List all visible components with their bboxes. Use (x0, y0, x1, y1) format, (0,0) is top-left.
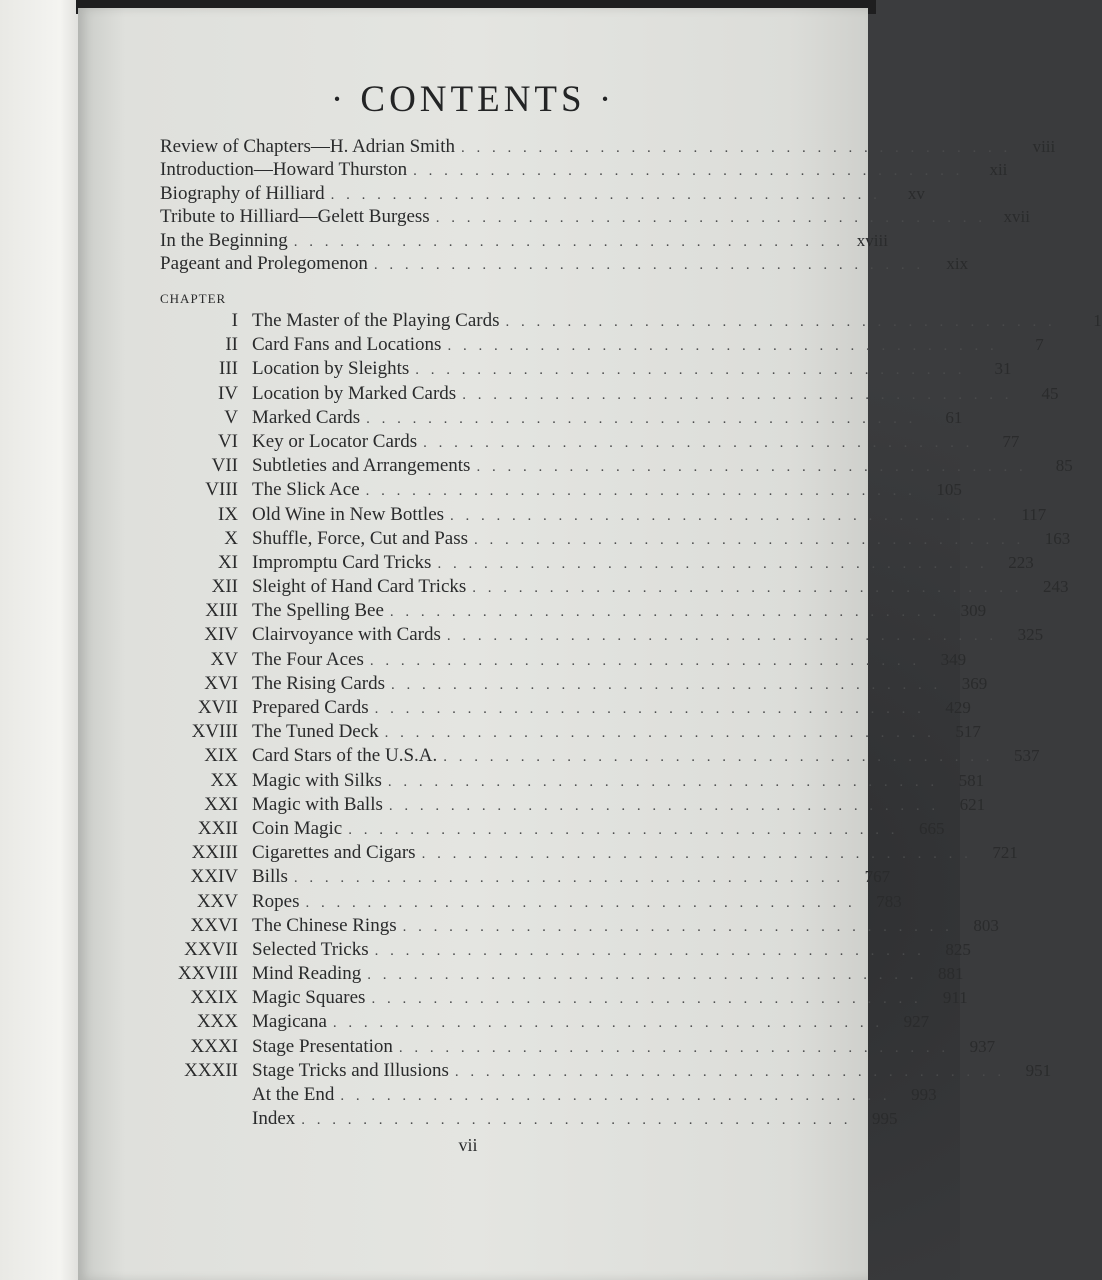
chapter-page-number: 951 (1025, 1060, 1052, 1080)
chapter-item (160, 430, 1020, 455)
chapter-title: Magic Squares (252, 987, 366, 1009)
dot-leader: . . . . . . . . . . . . . . . . . . . . . . . . . . . . . . . . . . . . (476, 459, 1027, 476)
dot-leader: . . . . . . . . . . . . . . . . . . . . . . . . . . . . . . . . . . . . (348, 821, 899, 838)
dot-leader: . . . . . . . . . . . . . . . . . . . . . . . . . . . . . . . . . . . . (389, 604, 941, 621)
chapter-numeral: XXIII (191, 842, 238, 864)
chapter-item (160, 914, 999, 939)
chapter-item (160, 1059, 1052, 1084)
chapter-item (160, 358, 1012, 382)
chapter-page-number: 85 (1055, 456, 1073, 476)
front-matter-item (160, 182, 925, 206)
chapter-title: Key or Locator Cards (252, 430, 418, 452)
dot-leader: . . . . . . . . . . . . . . . . . . . . . . . . . . . . . . . . . . . . (413, 163, 964, 180)
dot-leader: . . . . . . . . . . . . . . . . . . . . . . . . . . . . . . . . . . . . (450, 507, 1001, 524)
dot-leader: . . . . . . . . . . . . . . . . . . . . . . . . . . . . . . . . . . . . (402, 918, 953, 935)
dot-leader: . . . . . . . . . . . . . . . . . . . . . . . . . . . . . . . . . . . . (388, 797, 940, 814)
chapter-page-number: 537 (1013, 746, 1040, 766)
chapter-page-number: 117 (1021, 504, 1047, 524)
chapter-title: The Rising Cards (252, 672, 385, 694)
dot-leader: . . . . . . . . . . . . . . . . . . . . . . . . . . . . . . . . . . . . (330, 186, 881, 203)
chapter-item (160, 624, 1044, 648)
chapter-title: Card Fans and Locations (252, 334, 442, 356)
dot-leader: . . . . . . . . . . . . . . . . . . . . . . . . . . . . . . . . . . . . (367, 967, 918, 984)
chapter-page-number: 721 (992, 843, 1018, 863)
chapter-title: Card Stars of the U.S.A. (252, 745, 438, 767)
entry-title: Pageant and Prolegomenon (160, 252, 368, 274)
chapter-title: The Master of the Playing Cards (252, 310, 500, 331)
chapter-numeral: IX (217, 503, 238, 525)
page-title: · CONTENTS · (330, 79, 616, 120)
dot-leader: . . . . . . . . . . . . . . . . . . . . . . . . . . . . . . . . . . . . (365, 483, 916, 500)
page-number: vii (458, 1135, 478, 1155)
front-matter-item (160, 136, 1056, 159)
chapter-page-number: 1 (1093, 311, 1102, 330)
chapter-title: Ropes (252, 890, 300, 912)
dot-leader: . . . . . . . . . . . . . . . . . . . . . . . . . . . . . . . . . . . . (423, 434, 974, 451)
chapter-numeral: XXI (204, 793, 238, 815)
chapter-title: The Chinese Rings (252, 914, 397, 936)
chapter-numeral: VIII (205, 479, 238, 501)
chapter-title: Bills (252, 866, 288, 888)
chapter-page-number: 163 (1044, 528, 1071, 548)
chapter-title: Selected Tricks (252, 938, 369, 960)
chapter-numeral: VI (217, 430, 238, 452)
chapter-item (160, 551, 1034, 576)
front-matter-item (160, 206, 1030, 229)
chapter-item (160, 842, 1018, 866)
chapter-page-number: 223 (1008, 552, 1034, 572)
chapter-item (160, 672, 988, 697)
dot-leader: . . . . . . . . . . . . . . . . . . . . . . . . . . . . . . . . . . . . (384, 725, 935, 742)
chapter-item (160, 745, 1040, 769)
chapter-title: Stage Presentation (252, 1035, 393, 1057)
chapter-numeral: XIII (205, 600, 238, 622)
dot-leader: . . . . . . . . . . . . . . . . . . . . . . . . . . . . . . . . . . . . (371, 991, 922, 1008)
chapter-page-number: 937 (969, 1036, 996, 1056)
front-matter-item (160, 229, 888, 253)
chapter-item (160, 963, 964, 987)
dot-leader: . . . . . . . . . . . . . . . . . . . . . . . . . . . . . . . . . . . . (454, 1063, 1006, 1080)
chapter-page-number: 783 (876, 891, 902, 911)
chapter-page-number: 517 (955, 722, 981, 742)
dot-leader: . . . . . . . . . . . . . . . . . . . . . . . . . . . . . . . . . . . . (387, 773, 939, 790)
chapter-title: Location by Sleights (252, 358, 410, 380)
chapter-numeral: XII (211, 576, 238, 598)
dot-leader: . . . . . . . . . . . . . . . . . . . . . . . . . . . . . . . . . . . . (461, 140, 1012, 156)
book-page (78, 8, 1102, 1280)
chapter-numeral: III (219, 358, 238, 380)
chapter-title: The Tuned Deck (252, 721, 379, 743)
entry-page-number: xviii (856, 230, 888, 250)
dot-leader: . . . . . . . . . . . . . . . . . . . . . . . . . . . . . . . . . . . . (505, 314, 1056, 330)
dot-leader: . . . . . . . . . . . . . . . . . . . . . . . . . . . . . . . . . . . . (462, 386, 1013, 403)
entry-title: Introduction—Howard Thurston (160, 159, 408, 181)
chapter-page-number: 825 (945, 939, 971, 959)
dot-leader: . . . . . . . . . . . . . . . . . . . . . . . . . . . . . . . . . . . . (398, 1039, 950, 1056)
chapter-title: The Four Aces (252, 648, 364, 670)
chapter-numeral: XVI (204, 672, 238, 694)
chapter-item (160, 721, 981, 745)
dot-leader: . . . . . . . . . . . . . . . . . . . . . . . . . . . . . . . . . . . . (415, 362, 966, 379)
chapter-page-number: 7 (1035, 335, 1044, 355)
chapter-page-number: 911 (942, 988, 968, 1008)
chapter-item (160, 769, 985, 794)
chapter-page-number: 369 (961, 673, 988, 693)
entry-title: Biography of Hilliard (160, 182, 325, 204)
chapter-title: Cigarettes and Cigars (252, 842, 416, 864)
chapter-numeral: I (231, 310, 238, 331)
chapter-item (160, 1084, 937, 1108)
dot-leader: . . . . . . . . . . . . . . . . . . . . . . . . . . . . . . . . . . . . (472, 580, 1023, 597)
chapter-page-number: 105 (936, 480, 962, 500)
dot-leader: . . . . . . . . . . . . . . . . . . . . . . . . . . . . . . . . . . . . (374, 701, 925, 717)
chapter-item (160, 310, 1102, 334)
dot-leader: . . . . . . . . . . . . . . . . . . . . . . . . . . . . . . . . . . . . (391, 676, 942, 693)
dot-leader: . . . . . . . . . . . . . . . . . . . . . . . . . . . . . . . . . . . . (301, 1112, 852, 1129)
chapter-page-number: 665 (919, 818, 945, 838)
chapter-item (160, 987, 968, 1011)
dot-leader: . . . . . . . . . . . . . . . . . . . . . . . . . . . . . . . . . . . . (474, 531, 1025, 548)
chapter-numeral: X (224, 527, 238, 549)
chapter-item (160, 503, 1047, 528)
dot-leader: . . . . . . . . . . . . . . . . . . . . . . . . . . . . . . . . . . . . (332, 1015, 884, 1032)
chapter-title: The Slick Ace (252, 479, 360, 501)
chapter-title: Prepared Cards (252, 697, 369, 718)
chapter-title: Magicana (252, 1011, 327, 1033)
chapter-item (160, 576, 1069, 600)
chapter-item (160, 890, 902, 915)
chapter-item (160, 648, 967, 673)
dot-leader: . . . . . . . . . . . . . . . . . . . . . . . . . . . . . . . . . . . . (305, 894, 856, 911)
chapter-numeral: XXVII (184, 938, 238, 960)
chapter-title: Index (252, 1108, 296, 1130)
entry-page-number: xii (989, 160, 1008, 180)
chapter-title: At the End (252, 1084, 335, 1105)
entry-title: Review of Chapters—H. Adrian Smith (160, 136, 455, 157)
chapter-page-number: 429 (945, 698, 971, 717)
chapter-title: Old Wine in New Bottles (252, 503, 445, 525)
chapter-item (160, 817, 945, 842)
chapter-numeral: XVII (197, 697, 238, 718)
dot-leader: . . . . . . . . . . . . . . . . . . . . . . . . . . . . . . . . . . . . (340, 1088, 891, 1104)
dot-leader: . . . . . . . . . . . . . . . . . . . . . . . . . . . . . . . . . . . . (437, 555, 988, 572)
chapter-numeral: XXVIII (177, 963, 238, 985)
entry-page-number: xvii (1003, 207, 1030, 227)
chapter-title: Subtleties and Arrangements (252, 455, 471, 477)
chapter-title: Sleight of Hand Card Tricks (252, 576, 467, 598)
chapter-title: Marked Cards (252, 406, 361, 428)
dot-leader: . . . . . . . . . . . . . . . . . . . . . . . . . . . . . . . . . . . . (366, 410, 917, 427)
chapter-title: Coin Magic (252, 817, 343, 839)
chapter-page-number: 927 (903, 1012, 930, 1032)
chapter-page-number: 767 (864, 867, 891, 887)
chapter-item (160, 866, 891, 890)
chapter-page-number: 325 (1017, 625, 1044, 645)
chapter-item (160, 479, 962, 503)
chapter-page-number: 621 (959, 794, 986, 814)
chapter-title: Mind Reading (252, 963, 362, 985)
dot-leader: . . . . . . . . . . . . . . . . . . . . . . . . . . . . . . . . . . . . (293, 870, 845, 887)
chapter-numeral: XXII (197, 817, 238, 839)
chapter-numeral: XIV (204, 624, 238, 646)
chapter-page-number: 243 (1043, 577, 1069, 597)
chapter-title: Magic with Silks (252, 769, 382, 791)
chapter-numeral: V (224, 406, 238, 428)
chapter-numeral: XXV (196, 890, 238, 912)
dot-leader: . . . . . . . . . . . . . . . . . . . . . . . . . . . . . . . . . . . . (443, 749, 994, 766)
chapter-item (160, 697, 971, 721)
chapter-list (160, 310, 1102, 1132)
chapter-page-number: 309 (960, 601, 987, 621)
chapter-numeral: XI (217, 551, 238, 573)
chapter-numeral: XIX (204, 745, 238, 767)
chapter-item (160, 334, 1044, 358)
entry-page-number: xv (907, 183, 925, 203)
chapter-title: Stage Tricks and Illusions (252, 1059, 449, 1081)
chapter-item (160, 793, 986, 818)
facing-page-edge (0, 0, 86, 1280)
chapter-page-number: 881 (938, 964, 964, 984)
entry-page-number: viii (1032, 137, 1056, 156)
chapter-numeral: VII (211, 455, 238, 477)
chapter-page-number: 349 (940, 649, 967, 669)
dot-leader: . . . . . . . . . . . . . . . . . . . . . . . . . . . . . . . . . . . . (374, 942, 925, 959)
chapter-title: The Spelling Bee (252, 600, 384, 622)
chapter-item (160, 1011, 930, 1035)
chapter-title: Location by Marked Cards (252, 382, 457, 404)
dot-leader: . . . . . . . . . . . . . . . . . . . . . . . . . . . . . . . . . . . . (446, 628, 998, 645)
chapter-page-number: 31 (994, 359, 1012, 379)
chapter-page-number: 993 (911, 1085, 937, 1104)
dot-leader: . . . . . . . . . . . . . . . . . . . . . . . . . . . . . . . . . . . . (421, 846, 972, 863)
chapter-page-number: 803 (973, 915, 999, 935)
chapter-numeral: II (225, 334, 238, 356)
chapter-numeral: XX (210, 769, 238, 791)
chapter-page-number: 995 (872, 1109, 898, 1129)
chapter-page-number: 581 (958, 770, 985, 790)
entry-page-number: xix (946, 253, 969, 273)
chapter-numeral: IV (217, 382, 238, 404)
chapter-item (160, 1035, 996, 1060)
chapter-numeral: XV (210, 648, 238, 670)
chapter-numeral: XXVI (190, 914, 238, 936)
chapter-title: Clairvoyance with Cards (252, 624, 441, 646)
front-matter-item (160, 159, 1008, 182)
chapter-item (160, 527, 1071, 552)
chapter-numeral: XXXI (190, 1035, 238, 1057)
front-matter-item (160, 252, 969, 276)
dot-leader: . . . . . . . . . . . . . . . . . . . . . . . . . . . . . . . . . . . . (369, 652, 921, 669)
entry-title: In the Beginning (160, 229, 288, 251)
chapter-title: Magic with Balls (252, 793, 383, 815)
chapter-heading: CHAPTER (160, 291, 227, 306)
chapter-page-number: 45 (1041, 383, 1059, 403)
chapter-title: Shuffle, Force, Cut and Pass (252, 527, 469, 549)
dot-leader: . . . . . . . . . . . . . . . . . . . . . . . . . . . . . . . . . . . . (373, 256, 925, 273)
chapter-page-number: 77 (1002, 431, 1020, 451)
chapter-item (160, 1108, 898, 1132)
front-matter-list (160, 136, 1056, 276)
chapter-item (160, 406, 963, 431)
chapter-title: Impromptu Card Tricks (252, 551, 432, 573)
chapter-numeral: XXIV (190, 866, 238, 888)
chapter-item (160, 938, 971, 963)
chapter-numeral: XXIX (190, 987, 238, 1009)
dot-leader: . . . . . . . . . . . . . . . . . . . . . . . . . . . . . . . . . . . . (435, 210, 986, 227)
dot-leader: . . . . . . . . . . . . . . . . . . . . . . . . . . . . . . . . . . . . (447, 338, 998, 355)
chapter-page-number: 61 (945, 407, 963, 427)
chapter-numeral: XXXII (184, 1059, 238, 1081)
dot-leader: . . . . . . . . . . . . . . . . . . . . . . . . . . . . . . . . . . . . (293, 233, 844, 250)
chapter-numeral: XVIII (191, 721, 238, 743)
chapter-item (160, 382, 1059, 407)
chapter-numeral: XXX (196, 1011, 238, 1033)
chapter-item (160, 455, 1073, 479)
entry-title: Tribute to Hilliard—Gelett Burgess (160, 206, 430, 228)
chapter-item (160, 600, 987, 624)
